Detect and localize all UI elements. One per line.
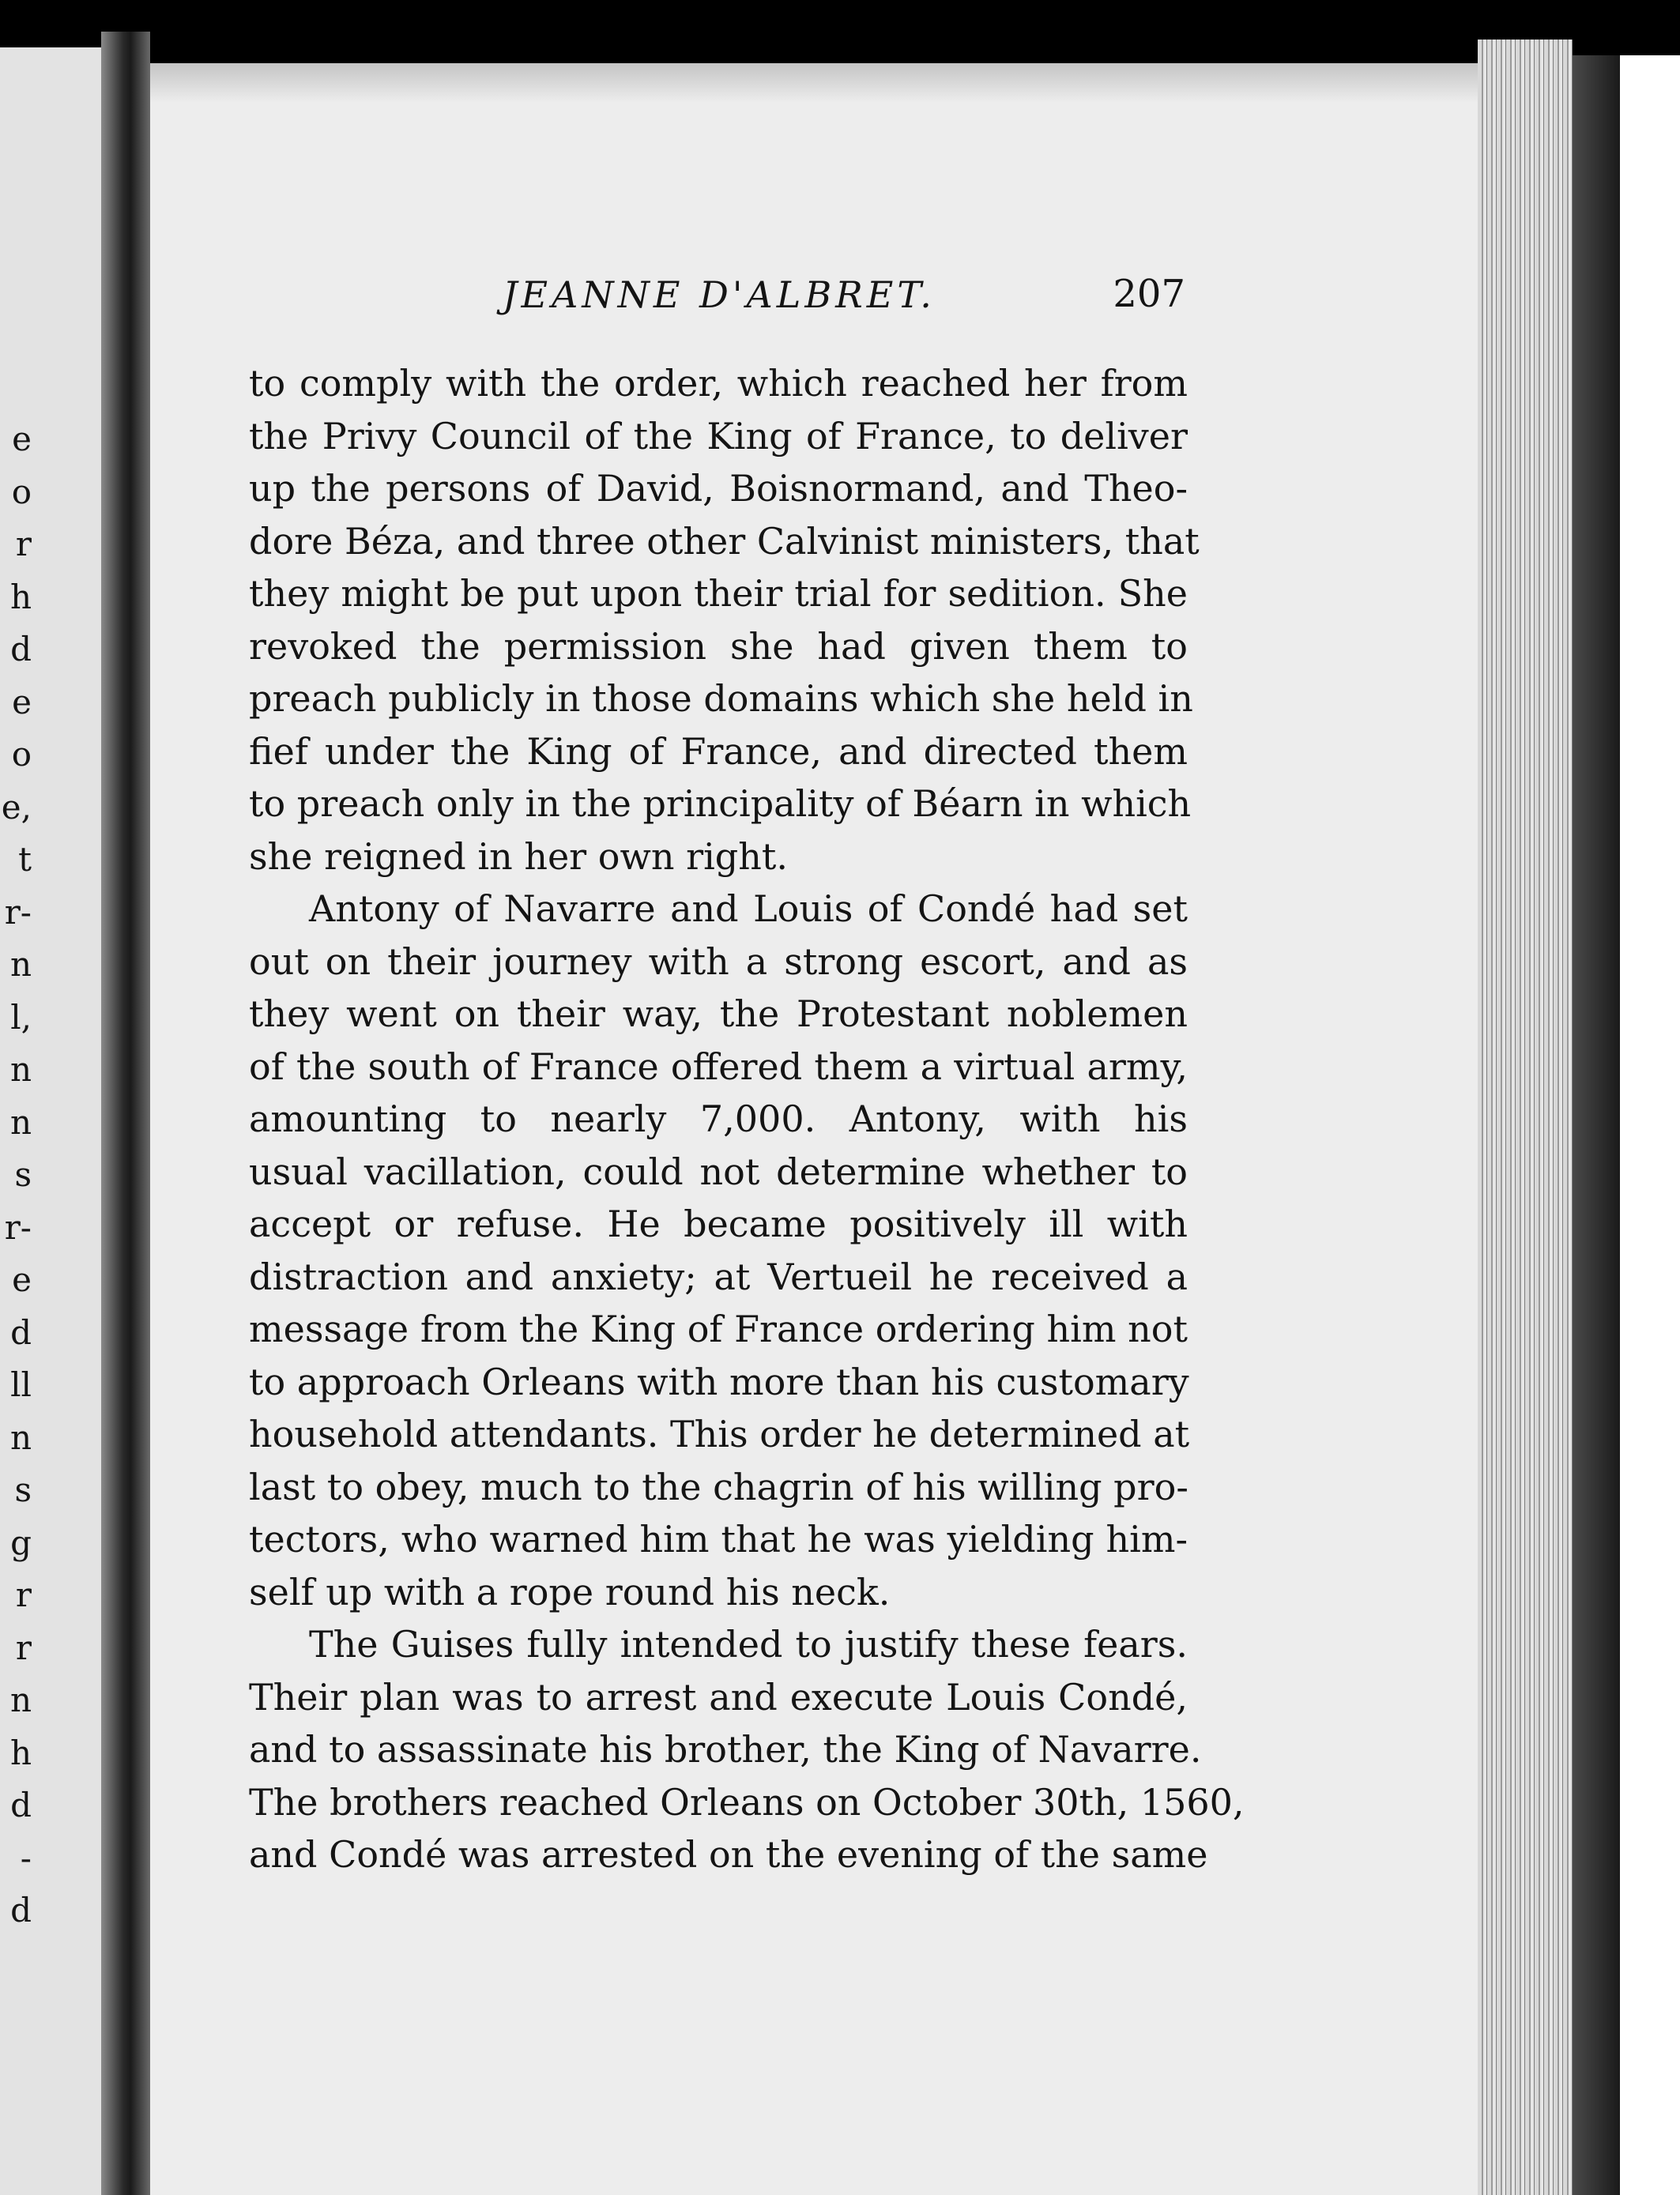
fragment: d bbox=[10, 1312, 32, 1352]
text-line: and Condé was arrested on the evening of the same bbox=[249, 1833, 1208, 1876]
fragment: n bbox=[9, 1102, 32, 1142]
page-block-edges bbox=[1478, 40, 1573, 2195]
text-line: out on their journey with a strong escort, and as bbox=[249, 939, 1188, 983]
text-line: dore Béza, and three other Calvinist ministers, that bbox=[249, 519, 1200, 563]
fragment: h bbox=[9, 1733, 32, 1772]
text-line: and to assassinate his brother, the King of Navarre. bbox=[249, 1728, 1202, 1771]
fragment: h bbox=[9, 577, 32, 616]
fragment: n bbox=[9, 1418, 32, 1457]
fragment: - bbox=[20, 1838, 32, 1877]
text-line: last to obey, much to the chagrin of his willing pro- bbox=[249, 1465, 1188, 1508]
fragment: o bbox=[11, 735, 32, 774]
text-line: they went on their way, the Protestant noblemen bbox=[249, 992, 1188, 1035]
fragment: l, bbox=[10, 997, 32, 1037]
text-line: accept or refuse. He became positively ill with bbox=[249, 1203, 1188, 1245]
facing-page-edge bbox=[0, 47, 101, 2195]
page-shadow bbox=[150, 63, 1494, 103]
page-damage-mark bbox=[1624, 1505, 1640, 1532]
running-head: JEANNE D'ALBRET. bbox=[503, 273, 936, 316]
text-line: tectors, who warned him that he was yielding him- bbox=[249, 1518, 1188, 1561]
fragment: n bbox=[9, 945, 32, 984]
fragment: r bbox=[15, 525, 32, 563]
text-line: to preach only in the principality of Béarn in which bbox=[249, 782, 1192, 825]
text-line: preach publicly in those domains which she held in bbox=[249, 677, 1193, 720]
fragment: d bbox=[10, 1786, 32, 1824]
fragment: e bbox=[12, 682, 32, 721]
binding-shadow bbox=[1573, 55, 1620, 2195]
paragraph-start-line: The Guises fully intended to justify these fears. bbox=[309, 1623, 1188, 1666]
body-text bbox=[249, 357, 1245, 1881]
text-line: The brothers reached Orleans on October 30th, 1560, bbox=[249, 1780, 1245, 1824]
fragment: ll bbox=[10, 1365, 32, 1404]
text-line: message from the King of France ordering him not bbox=[249, 1308, 1188, 1350]
text-line: revoked the permission she had given them to bbox=[249, 624, 1188, 668]
text-line: fief under the King of France, and directed them bbox=[249, 729, 1188, 773]
fragment: d bbox=[10, 1891, 32, 1930]
scan-background bbox=[1620, 55, 1680, 2195]
page-header bbox=[253, 269, 1185, 324]
fragment: r- bbox=[4, 1207, 32, 1247]
text-line: she reigned in her own right. bbox=[249, 834, 788, 878]
fragment: e, bbox=[1, 787, 32, 826]
text-line: they might be put upon their trial for sedition. She bbox=[249, 572, 1188, 615]
text-line: household attendants. This order he determined at bbox=[249, 1413, 1190, 1455]
text-line: up the persons of David, Boisnormand, and Theo- bbox=[249, 467, 1188, 510]
fragment: r bbox=[15, 1576, 32, 1614]
text-line: distraction and anxiety; at Vertueil he received a bbox=[249, 1255, 1188, 1298]
fragment: n bbox=[9, 1050, 32, 1089]
fragment: g bbox=[10, 1523, 32, 1562]
fragment: d bbox=[10, 630, 32, 668]
page-number: 207 bbox=[1113, 272, 1185, 316]
text-line: the Privy Council of the King of France, to deliver bbox=[249, 414, 1188, 457]
fragment: t bbox=[18, 840, 32, 879]
fragment: r bbox=[15, 1628, 32, 1667]
fragment: n bbox=[9, 1681, 32, 1719]
fragment: e bbox=[12, 420, 32, 458]
text-line: to approach Orleans with more than his customary bbox=[249, 1360, 1189, 1403]
text-line: amounting to nearly 7,000. Antony, with his bbox=[249, 1098, 1188, 1140]
fragment: r- bbox=[4, 892, 32, 932]
text-line: of the south of France offered them a virtual army, bbox=[249, 1045, 1188, 1088]
fragment: s bbox=[14, 1470, 32, 1509]
fragment: e bbox=[12, 1260, 32, 1299]
text-line: self up with a rope round his neck. bbox=[249, 1570, 891, 1613]
paragraph-start-line: Antony of Navarre and Louis of Condé had set bbox=[309, 887, 1188, 930]
text-line: usual vacillation, could not determine whether to bbox=[249, 1150, 1188, 1193]
text-line: Their plan was to arrest and execute Louis Condé, bbox=[249, 1675, 1188, 1719]
book-gutter bbox=[101, 32, 150, 2195]
fragment: o bbox=[11, 472, 32, 511]
text-line: to comply with the order, which reached her from bbox=[249, 362, 1188, 405]
facing-page-text-fragments bbox=[0, 413, 32, 1937]
fragment: s bbox=[14, 1155, 32, 1194]
